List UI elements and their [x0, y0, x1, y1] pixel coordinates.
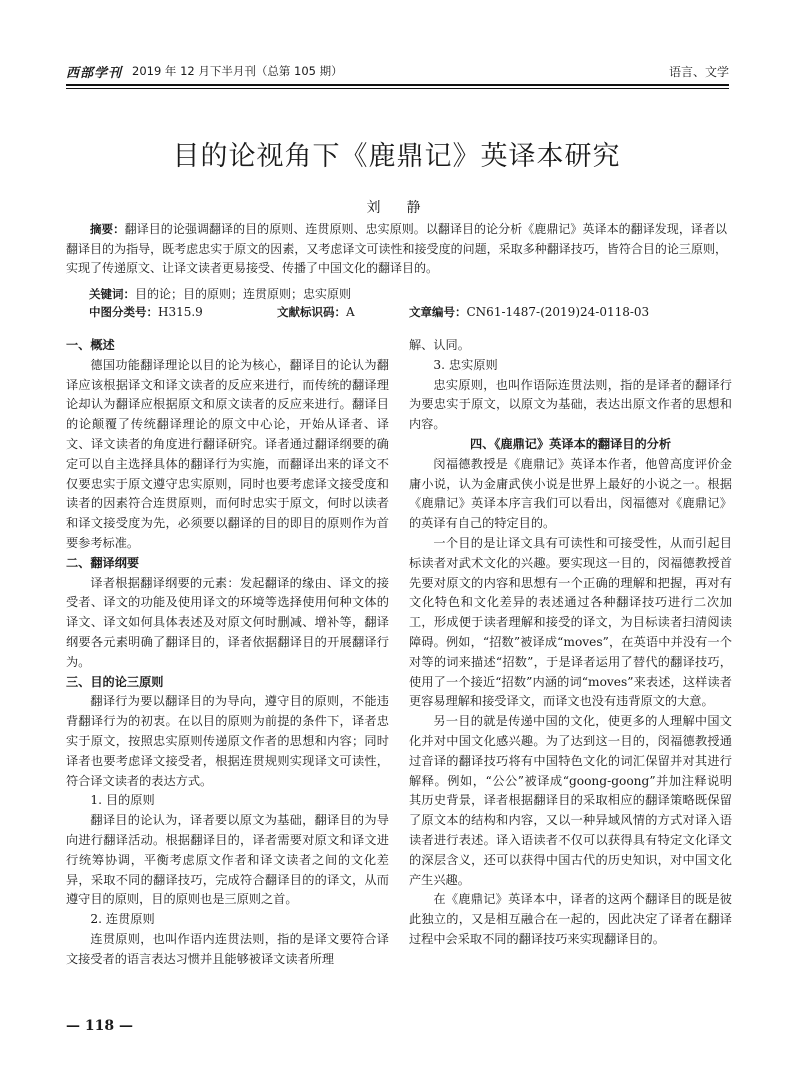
doc-code-value: A: [346, 305, 355, 319]
clc-value: H315.9: [158, 305, 203, 319]
paragraph-continuation: 解、认同。: [409, 338, 470, 352]
heading-three-principles: 三、目的论三原则: [66, 674, 164, 689]
paragraph: 另一目的就是传递中国的文化，使更多的人理解中国文化并对中国文化感兴趣。为了达到这一目的，闵福德教授通过音译的翻译技巧将有中国特色文化的词汇保留并对其进行解释。例如，“公公”被译成“goong-goong”并加注释说明其历史背景，译者根据翻译目的采取相应的翻译策略既保留了原文本的结构和内容，又以一种异域风情的方式对译入语读者进行表述。译入语读者不仅可以获得具有特定文化译文的深层含义，还可以获得中国古代的历史知识，对中国文化产生兴趣。: [409, 714, 732, 887]
subheading-fidelity-rule: 3. 忠实原则: [433, 357, 498, 372]
page-number: — 118 —: [66, 1018, 133, 1034]
paragraph: 一个目的是让译文具有可读性和可接受性，从而引起目标读者对武术文化的兴趣。要实现这一目的，闵福德教授首先要对原文的内容和思想有一个正确的理解和把握，再对有文化特色和文化差异的表述通过各种翻译技巧进行二次加工，形成便于读者理解和接受的译文，为目标读者扫清阅读障碍。例如，“招数”被译成“moves”，在英语中并没有一个对等的词来描述“招数”，于是译者运用了替代的翻译技巧，使用了一个接近“招数”内涵的词“moves”来表述，这样读者更容易理解和接受译文，而译文也没有违背原文的大意。: [409, 535, 732, 709]
keywords: [89, 285, 351, 302]
paragraph: 德国功能翻译理论以目的论为核心，翻译目的论认为翻译应该根据译文和译文读者的反应来进行，而传统的翻译理论却认为翻译应根据原文和原文读者的反应来进行。翻译目的论颠覆了传统翻译理论的原文中心论，开始从译者、译文、译文读者的角度进行翻译研究。译者通过翻译纲要的确定可以自主选择具体的翻译行为实施，而翻译出来的译文不仅要忠实于原文遵守忠实原则，同时也要考虑译文接受度和读者的因素符合连贯原则，而何时忠实于原文，何时以读者和译文接受度为先，必须要以翻译的目的即目的原则作为首要参考标准。: [66, 357, 389, 550]
article-number-value: CN61-1487-(2019)24-0118-03: [466, 305, 650, 319]
abstract-label: 摘要：: [90, 222, 125, 236]
running-header: [66, 62, 729, 82]
paragraph: 闵福德教授是《鹿鼎记》英译本作者，他曾高度评价金庸小说，认为金庸武侠小说是世界上最好的小说之一。根据《鹿鼎记》英译本序言我们可以看出，闵福德对《鹿鼎记》的英译有自己的特定目的。: [409, 456, 732, 531]
subheading-coherence-rule: 2. 连贯原则: [90, 912, 155, 927]
header-rule-thin: [66, 88, 729, 89]
subheading-skopos-rule: 1. 目的原则: [90, 793, 155, 808]
heading-overview: 一、概述: [66, 338, 115, 352]
left-column: [66, 336, 389, 970]
paragraph: 翻译行为要以翻译目的为导向，遵守目的原则，不能违背翻译行为的初衷。在以目的原则为前提的条件下，译者忠实于原文，按照忠实原则传递原文作者的思想和内容；同时译者也要考虑译文接受者，根据连贯规则实现译文可读性，符合译文读者的表达方式。: [66, 694, 389, 788]
paragraph: 忠实原则，也叫作语际连贯法则，指的是译者的翻译行为要忠实于原文，以原文为基础，表达出原文作者的思想和内容。: [409, 377, 732, 432]
paragraph: 连贯原则，也叫作语内连贯法则，指的是译文要符合译文接受者的语言表达习惯并且能够被译文读者所理: [66, 931, 389, 966]
right-column: [409, 336, 732, 950]
paragraph: 译者根据翻译纲要的元素：发起翻译的缘由、译文的接受者、译文的功能及使用译文的环境等选择使用何种文体的译文、译文如何具体表述及对原文何时删减、增补等，翻译纲要各元素明确了翻译目的，译者依据翻译目的开展翻译行为。: [66, 575, 389, 669]
journal-name: 西部学刊: [66, 66, 123, 81]
article-number-label: 文章编号：: [409, 305, 467, 319]
journal-issue: 2019 年 12 月下半月刊（总第 105 期）: [132, 64, 343, 78]
doc-code-label: 文献标识码：: [277, 305, 346, 319]
author-name: 刘 静: [366, 200, 427, 216]
abstract-text: 翻译目的论强调翻译的目的原则、连贯原则、忠实原则。以翻译目的论分析《鹿鼎记》英译本的翻译发现，译者以翻译目的为指导，既考虑忠实于原文的因素，又考虑译文可读性和接受度的问题，采取多种翻译技巧，皆符合目的论三原则，实现了传递原文、让译文读者更易接受、传播了中国文化的翻译目的。: [66, 222, 728, 275]
header-rule: [66, 84, 729, 86]
article-title: 目的论视角下《鹿鼎记》英译本研究: [172, 141, 621, 172]
heading-purpose-analysis: 四、《鹿鼎记》英译本的翻译目的分析: [469, 436, 672, 451]
paragraph: 翻译目的论认为，译者要以原文为基础，翻译目的为导向进行翻译活动。根据翻译目的，译者需要对原文和译文进行统筹协调，平衡考虑原文作者和译文读者之间的文化差异，采取不同的翻译技巧，完成符合翻译目的的译文，从而遵守目的原则，目的原则也是三原则之首。: [66, 813, 389, 907]
clc-label: 中图分类号：: [89, 305, 158, 319]
section-label: 语言、文学: [668, 65, 729, 79]
keywords-text: 目的论；目的原则；连贯原则；忠实原则: [135, 287, 352, 301]
paragraph: 在《鹿鼎记》英译本中，译者的这两个翻译目的既是彼此独立的，又是相互融合在一起的，因此决定了译者在翻译过程中会采取不同的翻译技巧来实现翻译目的。: [409, 892, 732, 946]
abstract: [66, 220, 727, 279]
keywords-label: 关键词：: [89, 287, 135, 301]
heading-translation-brief: 二、翻译纲要: [66, 555, 140, 570]
